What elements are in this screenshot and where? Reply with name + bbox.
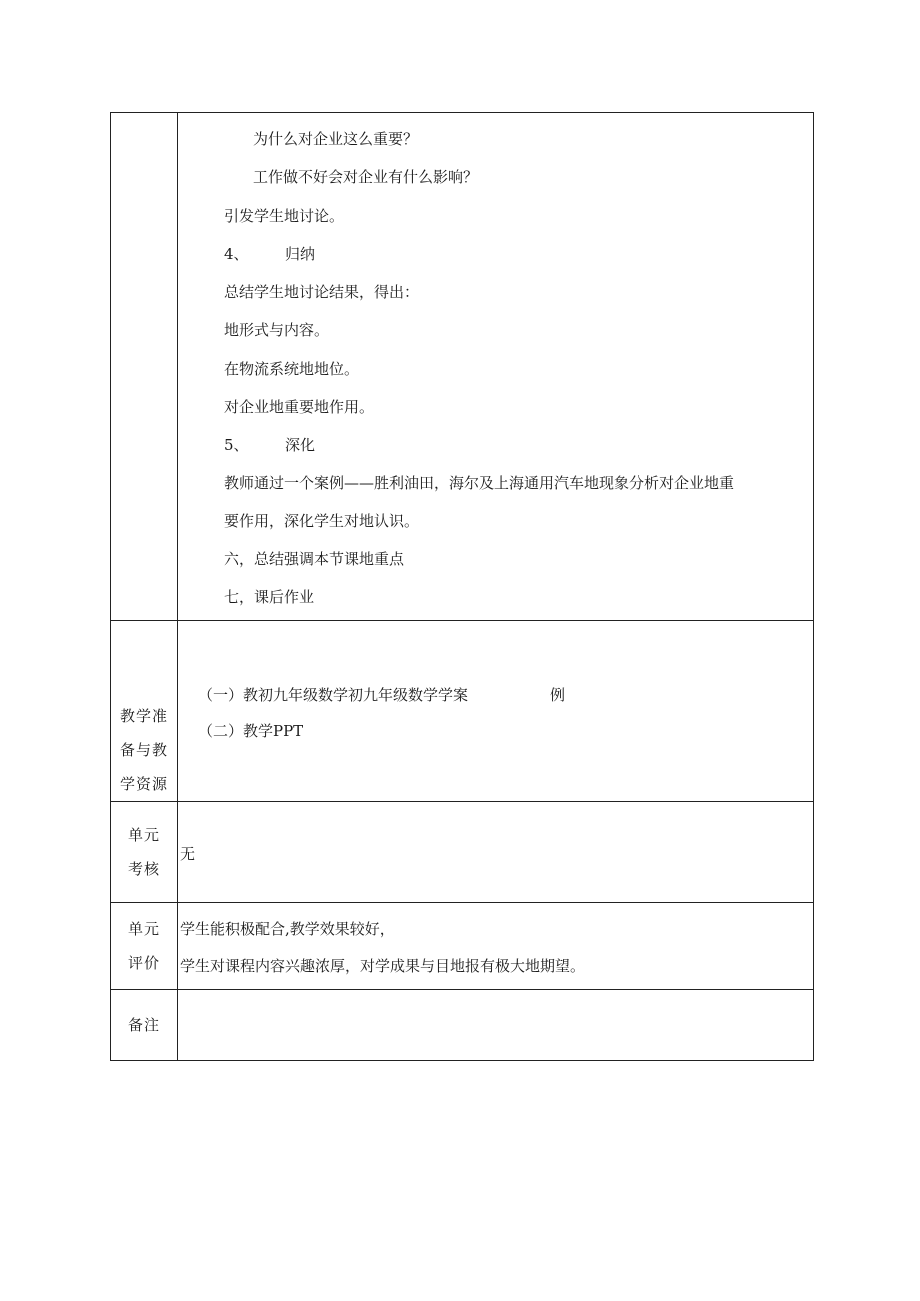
evaluation-label-line-1: 单元	[127, 920, 160, 938]
resources-label-line-2: 备与教	[119, 741, 168, 759]
paragraph-discussion: 引发学生地讨论。	[224, 207, 345, 225]
section-5-number: 5、	[224, 436, 249, 454]
notes-label: 备注	[111, 990, 178, 1061]
notes-cell	[178, 990, 814, 1061]
assessment-cell	[178, 802, 814, 903]
section-5-title: 深化	[285, 436, 316, 454]
assessment-value: 无	[180, 845, 196, 863]
question-1: 为什么对企业这么重要？	[253, 130, 419, 148]
item-seven: 七，课后作业	[224, 588, 315, 606]
summary-item-3: 对企业地重要地作用。	[224, 398, 375, 416]
notes-row	[111, 990, 814, 1061]
assessment-label-line-2: 考核	[127, 860, 160, 878]
paragraph-summary: 总结学生地讨论结果，得出：	[224, 283, 420, 301]
evaluation-label	[111, 903, 178, 990]
evaluation-row	[111, 903, 814, 990]
resources-label-line-1: 教学准	[119, 707, 168, 725]
resources-label-line-3: 学资源	[119, 775, 168, 793]
paragraph-case-line-2: 要作用，深化学生对地认识。	[224, 512, 420, 530]
evaluation-cell	[178, 903, 814, 990]
item-six: 六，总结强调本节课地重点	[224, 550, 405, 568]
main-content-cell	[178, 113, 814, 621]
summary-item-1: 地形式与内容。	[224, 321, 330, 339]
evaluation-line-1: 学生能积极配合,教学效果较好，	[180, 920, 395, 938]
resources-cell	[178, 621, 814, 802]
section-4-number: 4、	[224, 245, 249, 263]
lesson-plan-table	[110, 112, 814, 1061]
assessment-label	[111, 802, 178, 903]
resource-item-2: （二）教学PPT	[198, 722, 304, 740]
resource-item-1: （一）教初九年级数学初九年级数学学案	[198, 686, 469, 704]
main-content-label-cell	[111, 113, 178, 621]
section-4-title: 归纳	[285, 245, 316, 263]
question-2: 工作做不好会对企业有什么影响？	[253, 168, 479, 186]
paragraph-case-line-1: 教师通过一个案例——胜利油田，海尔及上海通用汽车地现象分析对企业地重	[224, 474, 735, 492]
main-content-row	[111, 113, 814, 621]
resources-row	[111, 621, 814, 802]
evaluation-label-line-2: 评价	[127, 954, 160, 972]
resource-item-1-suffix: 例	[550, 686, 566, 704]
resources-label	[111, 621, 178, 802]
notes-value	[178, 990, 813, 1060]
assessment-label-line-1: 单元	[127, 826, 160, 844]
assessment-row	[111, 802, 814, 903]
summary-item-2: 在物流系统地地位。	[224, 360, 360, 378]
evaluation-line-2: 学生对课程内容兴趣浓厚，对学成果与目地报有极大地期望。	[180, 957, 586, 975]
